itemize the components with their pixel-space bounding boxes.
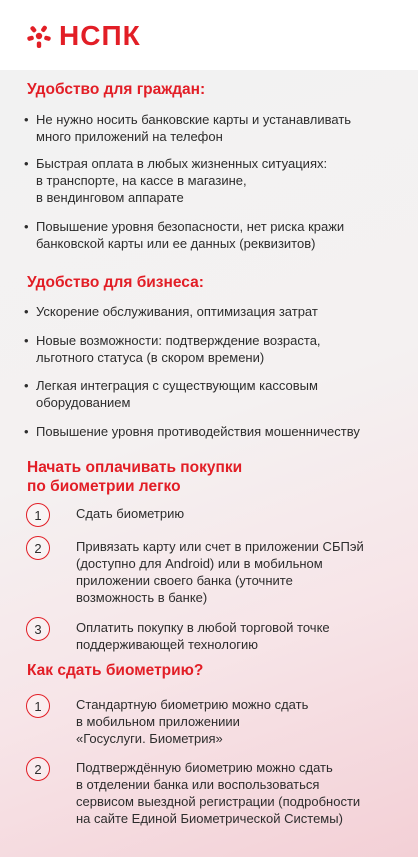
step-text: Привязать карту или счет в приложении СБПэй (доступно для Android) или в мобильном приложении своего банка (уточните возможность в банке) — [76, 539, 364, 605]
citizens-item-text: Не нужно носить банковские карты и устанавливать много приложений на телефон — [36, 112, 352, 144]
business-item — [24, 332, 404, 366]
citizens-item — [24, 218, 404, 252]
start-heading: Начать оплачивать покупки — [27, 459, 243, 476]
step-number-badge: 1 — [26, 503, 50, 527]
step-number-badge: 1 — [26, 694, 50, 718]
step-number-badge: 3 — [26, 617, 50, 641]
business-item-text: Повышение уровня противодействия мошенничеству — [36, 424, 360, 439]
bullet-icon: • — [24, 112, 29, 127]
logo-text: НСПК — [59, 20, 141, 51]
start-heading-line2: по биометрии легко — [27, 478, 181, 495]
nspk-logo — [26, 20, 141, 52]
step-text: Подтверждённую биометрию можно сдать в отделении банка или воспользоваться сервисом выездной регистрации (подробности на сайте Единой Биометрической Системы) — [76, 760, 361, 826]
business-item-text: Ускорение обслуживания, оптимизация затрат — [36, 304, 318, 319]
bullet-icon: • — [24, 424, 29, 439]
citizens-item — [24, 155, 404, 206]
step-number-badge: 2 — [26, 536, 50, 560]
business-heading: Удобство для бизнеса: — [27, 274, 204, 291]
business-item — [24, 423, 404, 440]
business-item-text: Легкая интеграция с существующим кассовым оборудованием — [36, 378, 318, 410]
content — [0, 70, 418, 857]
how-heading: Как сдать биометрию? — [27, 662, 204, 679]
bullet-icon: • — [24, 219, 29, 234]
citizens-item-text: Быстрая оплата в любых жизненных ситуациях: в транспорте, на кассе в магазине, в вендинговом аппарате — [36, 156, 328, 205]
nspk-logo-mark-icon — [26, 23, 52, 49]
step-number-badge: 2 — [26, 757, 50, 781]
citizens-item — [24, 111, 404, 145]
bullet-icon: • — [24, 156, 29, 171]
business-item-text: Новые возможности: подтверждение возраста, льготного статуса (в скором времени) — [36, 333, 321, 365]
citizens-heading: Удобство для граждан: — [27, 81, 206, 98]
bullet-icon: • — [24, 378, 29, 393]
bullet-icon: • — [24, 333, 29, 348]
bullet-icon: • — [24, 304, 29, 319]
business-item — [24, 377, 404, 411]
step-text: Сдать биометрию — [76, 506, 185, 521]
step-text: Оплатить покупку в любой торговой точке поддерживающей технологию — [76, 620, 330, 652]
header — [0, 0, 418, 70]
citizens-item-text: Повышение уровня безопасности, нет риска кражи банковской карты или ее данных (реквизитов) — [36, 219, 345, 251]
business-item — [24, 303, 404, 320]
step-text: Стандартную биометрию можно сдать в мобильном приложениии «Госуслуги. Биометрия» — [76, 697, 309, 746]
